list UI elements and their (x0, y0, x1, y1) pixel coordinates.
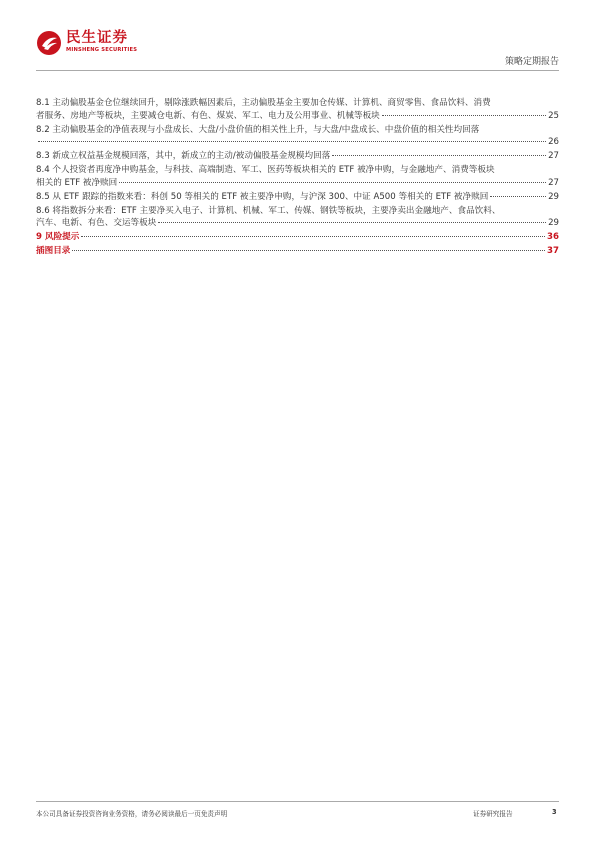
toc-page-number: 37 (547, 246, 559, 256)
table-of-contents (36, 97, 559, 258)
footer-label: 证券研究报告 (473, 810, 513, 818)
toc-leader-dots (72, 250, 545, 251)
toc-entry-8-4[interactable] (36, 164, 559, 189)
toc-leader-dots (81, 236, 545, 237)
toc-leader-dots (38, 141, 546, 142)
toc-page-number: 29 (548, 191, 559, 202)
toc-entry-text: 9 风险提示 (36, 232, 80, 242)
logo-english-name: MINSHENG SECURITIES (66, 47, 138, 53)
toc-entry-text: 插图目录 (36, 246, 71, 256)
toc-entry-8-2[interactable] (36, 124, 559, 149)
toc-page-number: 26 (548, 137, 559, 147)
page-header (36, 30, 559, 70)
toc-entry-text: 8.6 将指数拆分来看：ETF 主要净买入电子、计算机、机械、军工、传媒、钢铁等板块，主要净卖出金融地产、食品饮料、 (36, 205, 501, 216)
toc-page-number: 27 (548, 177, 559, 188)
logo-chinese-name: 民生证券 (66, 30, 128, 46)
toc-page-number: 29 (548, 218, 559, 228)
footer-disclaimer: 本公司具备证券投资咨询业务资格，请务必阅读最后一页免责声明 (36, 810, 228, 818)
toc-entry-risk-warning[interactable] (36, 231, 559, 244)
toc-entry-text-cont: 相关的 ETF 被净赎回 (36, 177, 118, 188)
toc-entry-text-cont: 汽车、电新、有色、交运等板块 (36, 218, 157, 228)
minsheng-logo-icon (36, 30, 62, 56)
toc-entry-8-6[interactable] (36, 205, 559, 230)
toc-leader-dots (490, 196, 546, 197)
toc-entry-text: 8.2 主动偏股基金的净值表现与小盘成长、大盘/小盘价值的相关性上升，与大盘/中盘成长、中盘价值的相关性均回落 (36, 124, 480, 135)
report-type: 策略定期报告 (504, 57, 559, 67)
toc-entry-text: 8.5 从 ETF 跟踪的指数来看：科创 50 等相关的 ETF 被主要净申购，与沪深 300、中证 A500 等相关的 ETF 被净赎回 (36, 191, 489, 202)
toc-entry-text: 8.3 新成立权益基金规模回落，其中，新成立的主动/被动偏股基金规模均回落 (36, 151, 331, 161)
toc-entry-text-cont: 者服务、房地产等板块，主要减仓电新、有色、煤炭、军工、电力及公用事业、机械等板块 (36, 110, 380, 121)
toc-entry-text: 8.4 个人投资者再度净申购基金，与科技、高端制造、军工、医药等板块相关的 ETF 被净申购，与金融地产、消费等板块 (36, 165, 495, 175)
header-divider (36, 70, 559, 71)
toc-entry-8-1[interactable] (36, 97, 559, 122)
toc-leader-dots (119, 182, 546, 183)
footer-divider (36, 801, 559, 802)
toc-entry-8-5[interactable] (36, 191, 559, 204)
toc-entry-8-3[interactable] (36, 150, 559, 163)
toc-leader-dots (332, 155, 546, 156)
toc-page-number: 36 (547, 232, 559, 242)
toc-entry-figure-list[interactable] (36, 245, 559, 258)
company-logo (36, 30, 137, 56)
page-number: 3 (552, 808, 557, 816)
toc-leader-dots (382, 115, 546, 116)
toc-page-number: 25 (548, 110, 559, 121)
toc-page-number: 27 (548, 151, 559, 161)
toc-leader-dots (158, 222, 546, 223)
toc-entry-text: 8.1 主动偏股基金仓位继续回升，剔除涨跌幅因素后，主动偏股基金主要加仓传媒、计算机、商贸零售、食品饮料、消费 (36, 98, 491, 108)
